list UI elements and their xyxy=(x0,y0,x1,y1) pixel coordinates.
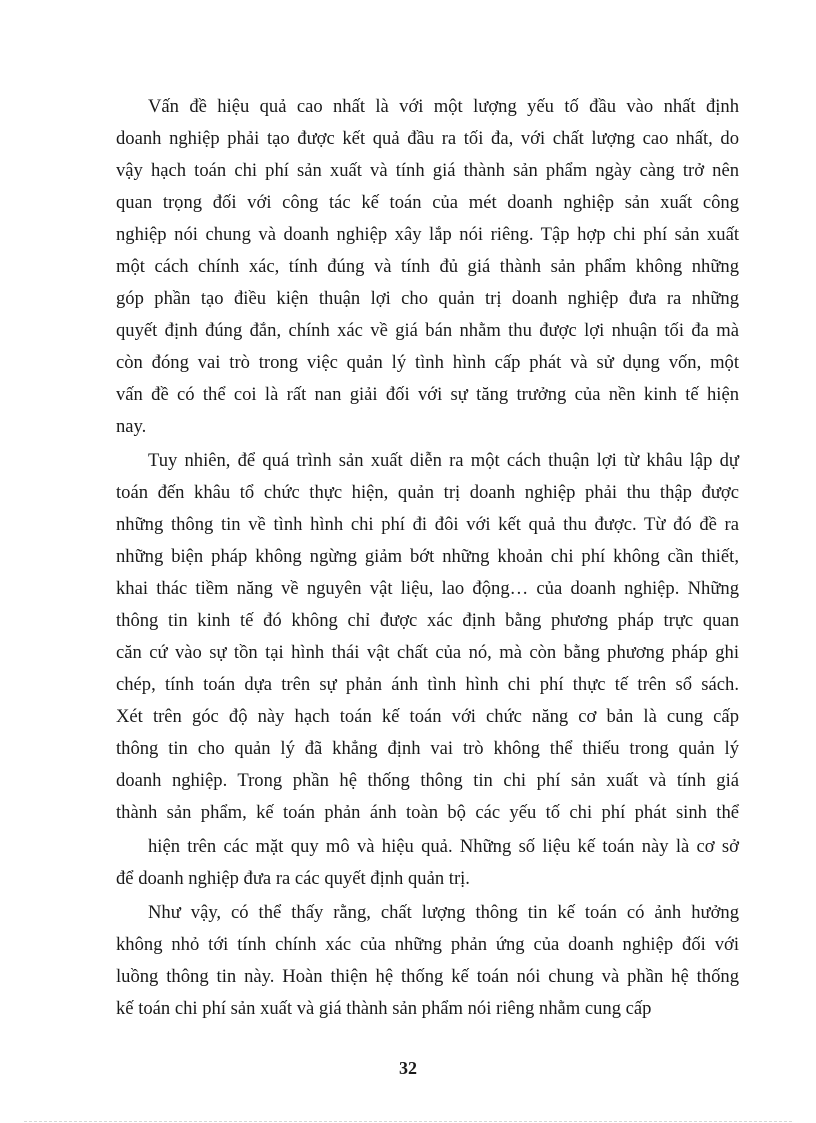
paragraph-1-line-8: quyết định đúng đắn, chính xác về giá bán nhằm thu được lợi nhuận tối đa mà xyxy=(116,320,739,341)
page-bottom-divider xyxy=(24,1121,792,1122)
paragraph-2-line-6: thông tin kinh tế đó không chỉ được xác định bằng phương pháp trực quan xyxy=(116,610,739,631)
paragraph-1-line-7: góp phần tạo điều kiện thuận lợi cho quản trị doanh nghiệp đưa ra những xyxy=(116,288,739,309)
paragraph-2-line-10: thông tin cho quản lý đã khẳng định vai trò không thể thiếu trong quản lý xyxy=(116,738,739,759)
paragraph-1-line-2: doanh nghiệp phải tạo được kết quả đầu ra tối đa, với chất lượng cao nhất, do xyxy=(116,128,739,149)
paragraph-2-line-4: những biện pháp không ngừng giảm bớt những khoản chi phí không cần thiết, xyxy=(116,546,739,567)
paragraph-2-line-8: chép, tính toán dựa trên sự phản ánh tình hình chi phí thực tế trên sổ sách. xyxy=(116,674,739,695)
paragraph-2-line-9: Xét trên góc độ này hạch toán kế toán với chức năng cơ bản là cung cấp xyxy=(116,706,739,727)
paragraph-3-line-4: kế toán chi phí sản xuất và giá thành sản phẩm nói riêng nhằm cung cấp xyxy=(116,998,652,1019)
page-number: 32 xyxy=(399,1058,417,1078)
paragraph-1-line-6: một cách chính xác, tính đúng và tính đủ giá thành sản phẩm không những xyxy=(116,256,739,277)
paragraph-1-line-3: vậy hạch toán chi phí sản xuất và tính giá thành sản phẩm ngày càng trở nên xyxy=(116,160,739,181)
paragraph-3-line-2: không nhỏ tới tính chính xác của những phản ứng của doanh nghiệp đối với xyxy=(116,934,739,955)
paragraph-1-line-9: còn đóng vai trò trong việc quản lý tình hình cấp phát và sử dụng vốn, một xyxy=(116,352,739,373)
paragraph-2-line-5: khai thác tiềm năng về nguyên vật liệu, lao động… của doanh nghiệp. Những xyxy=(116,578,739,599)
paragraph-1-line-11: nay. xyxy=(116,416,147,437)
paragraph-2-line-12: thành sản phẩm, kế toán phản ánh toàn bộ các yếu tố chi phí phát sinh thể xyxy=(116,802,739,823)
paragraph-1-line-10: vấn đề có thể coi là rất nan giải đối với sự tăng trưởng của nền kinh tế hiện xyxy=(116,384,739,405)
paragraph-1-line-1: Vấn đề hiệu quả cao nhất là với một lượng yếu tố đầu vào nhất định xyxy=(148,96,739,117)
paragraph-2-line-2: toán đến khâu tổ chức thực hiện, quản trị doanh nghiệp phải thu thập được xyxy=(116,482,739,503)
paragraph-2-line-1: Tuy nhiên, để quá trình sản xuất diễn ra một cách thuận lợi từ khâu lập dự xyxy=(148,450,739,471)
paragraph-2-line-13: hiện trên các mặt quy mô và hiệu quả. Những số liệu kế toán này là cơ sở xyxy=(148,836,739,857)
paragraph-2-line-14: để doanh nghiệp đưa ra các quyết định quản trị. xyxy=(116,868,470,889)
paragraph-1-line-4: quan trọng đối với công tác kế toán của mét doanh nghiệp sản xuất công xyxy=(116,192,739,213)
paragraph-1-line-5: nghiệp nói chung và doanh nghiệp xây lắp nói riêng. Tập hợp chi phí sản xuất xyxy=(116,224,739,245)
paragraph-3-line-3: luồng thông tin này. Hoàn thiện hệ thống kế toán nói chung và phần hệ thống xyxy=(116,966,739,987)
paragraph-2-line-3: những thông tin về tình hình chi phí đi đôi với kết quả thu được. Từ đó đề ra xyxy=(116,514,739,535)
paragraph-3-line-1: Như vậy, có thể thấy rằng, chất lượng thông tin kế toán có ảnh hưởng xyxy=(148,902,739,923)
paragraph-2-line-11: doanh nghiệp. Trong phần hệ thống thông tin chi phí sản xuất và tính giá xyxy=(116,770,739,791)
paragraph-2-line-7: căn cứ vào sự tồn tại hình thái vật chất của nó, mà còn bằng phương pháp ghi xyxy=(116,642,739,663)
